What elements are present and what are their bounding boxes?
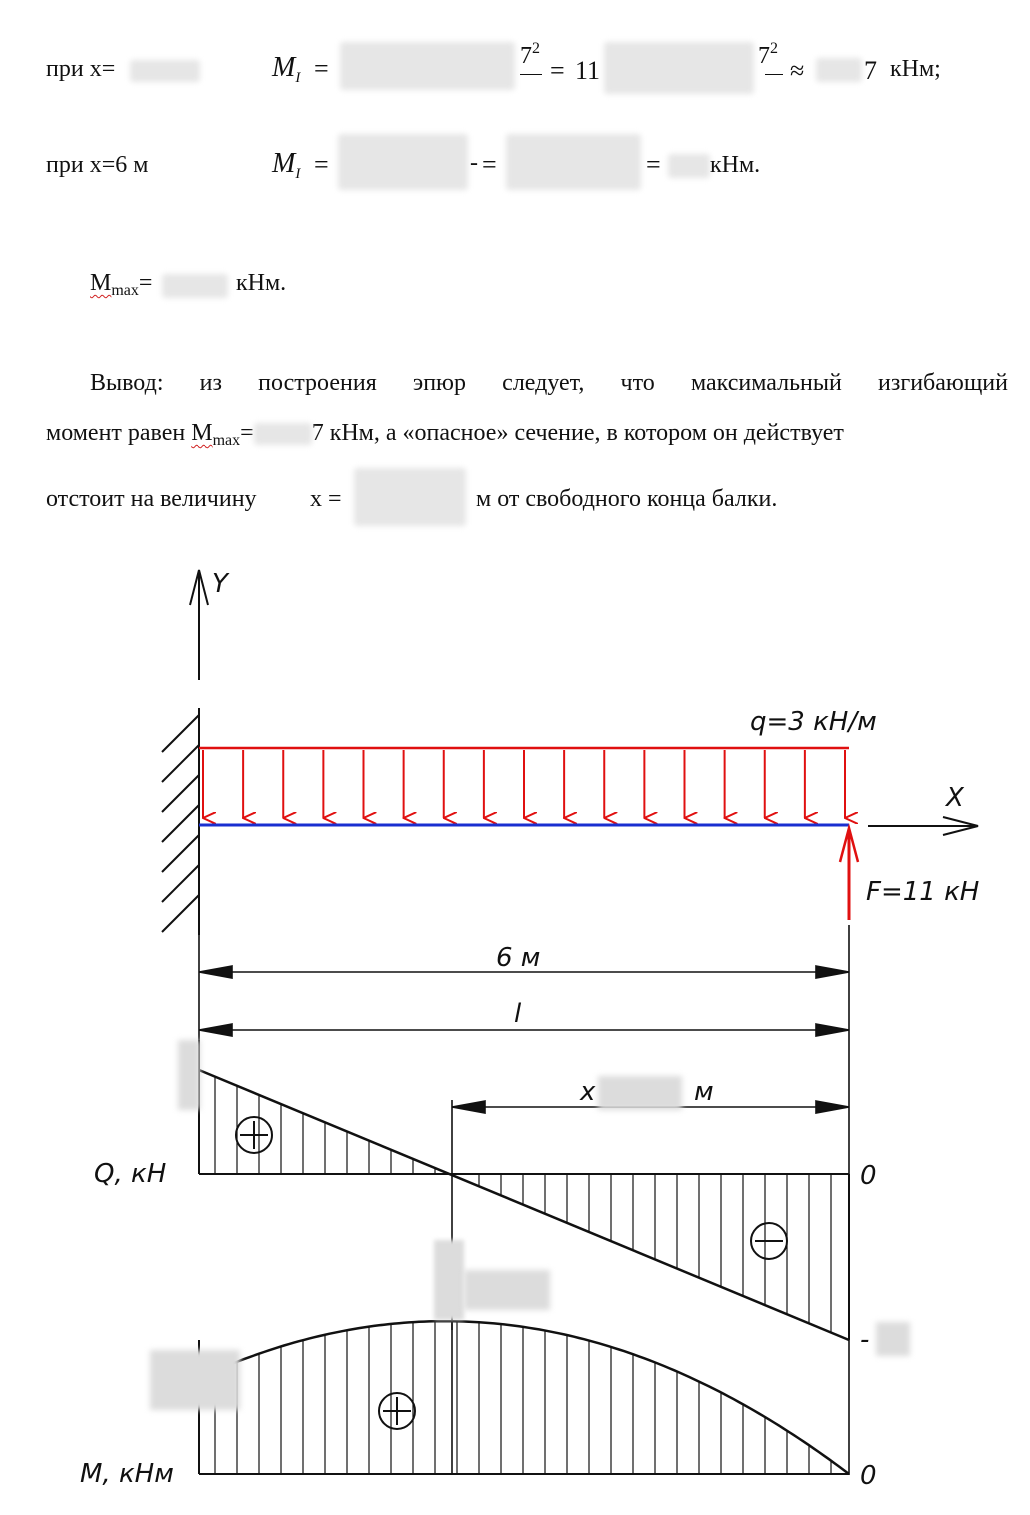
q-zero-label: 0 xyxy=(860,1161,877,1191)
minus-sign-icon xyxy=(751,1223,787,1259)
blurred-value xyxy=(876,1322,910,1356)
dimension-l-label: l xyxy=(514,999,522,1029)
mmax-label: $M_{max}=$ xyxy=(90,270,153,299)
approx-sign: ≈ xyxy=(790,56,805,85)
number-11: 11 xyxy=(575,56,601,85)
blurred-value xyxy=(598,1076,682,1110)
unit-text: кНм. xyxy=(710,152,761,178)
force-label: F=11 кН xyxy=(866,877,980,907)
plus-sign-icon xyxy=(236,1117,272,1153)
dimension-6m xyxy=(199,925,849,1475)
fraction-fragment: $7^2$ xyxy=(520,40,540,69)
fraction-fragment: $7^2$ xyxy=(758,40,778,69)
equals-sign: = xyxy=(314,54,329,83)
conclusion-line-2: момент равен $M_{max}= 7$ кНм, а «опасное» сечение, в котором он действует xyxy=(46,420,844,449)
equals-sign: = xyxy=(314,150,329,179)
force-arrow xyxy=(840,828,858,920)
moment-symbol: $M_I$ xyxy=(272,52,301,86)
conclusion-line-1: Вывод: из построения эпюр следует, что максимальный изгибающий xyxy=(90,370,1008,396)
tail-digit: 7 xyxy=(864,56,877,85)
y-axis xyxy=(190,569,230,680)
moment-diagram xyxy=(199,1321,849,1474)
formula-1-prefix: при x= xyxy=(46,56,116,82)
blurred-value xyxy=(434,1240,464,1320)
fixed-support xyxy=(162,708,199,935)
moment-symbol: $M_I$ xyxy=(272,148,301,182)
q-end-sign: - xyxy=(860,1325,870,1355)
x-axis xyxy=(868,783,978,835)
equals-sign: = xyxy=(550,56,565,85)
blurred-value xyxy=(464,1270,550,1310)
dash-sign: - xyxy=(470,150,478,176)
dimension-x-unit: м xyxy=(694,1077,714,1107)
y-axis-label: Y xyxy=(212,569,228,599)
unit-text: кНм. xyxy=(236,270,287,296)
dimension-6m-label: 6 м xyxy=(496,943,541,973)
q-axis-label: Q, кН xyxy=(94,1159,167,1189)
m-axis-label: M, кНм xyxy=(80,1459,174,1489)
dimension-l xyxy=(199,1024,849,1036)
formula-2-prefix: при x=6 м xyxy=(46,152,149,178)
plus-sign-icon xyxy=(379,1393,415,1429)
blurred-value xyxy=(150,1350,240,1410)
load-label: q=3 кН/м xyxy=(750,707,877,737)
distributed-load xyxy=(199,748,849,818)
unit-text: кНм; xyxy=(890,56,941,82)
equals-sign: = xyxy=(646,150,661,179)
equals-sign: = xyxy=(482,150,497,179)
dimension-x-prefix: x xyxy=(580,1077,596,1107)
blurred-value xyxy=(178,1040,200,1110)
x-axis-label: X xyxy=(946,783,964,813)
m-zero-label: 0 xyxy=(860,1461,877,1491)
